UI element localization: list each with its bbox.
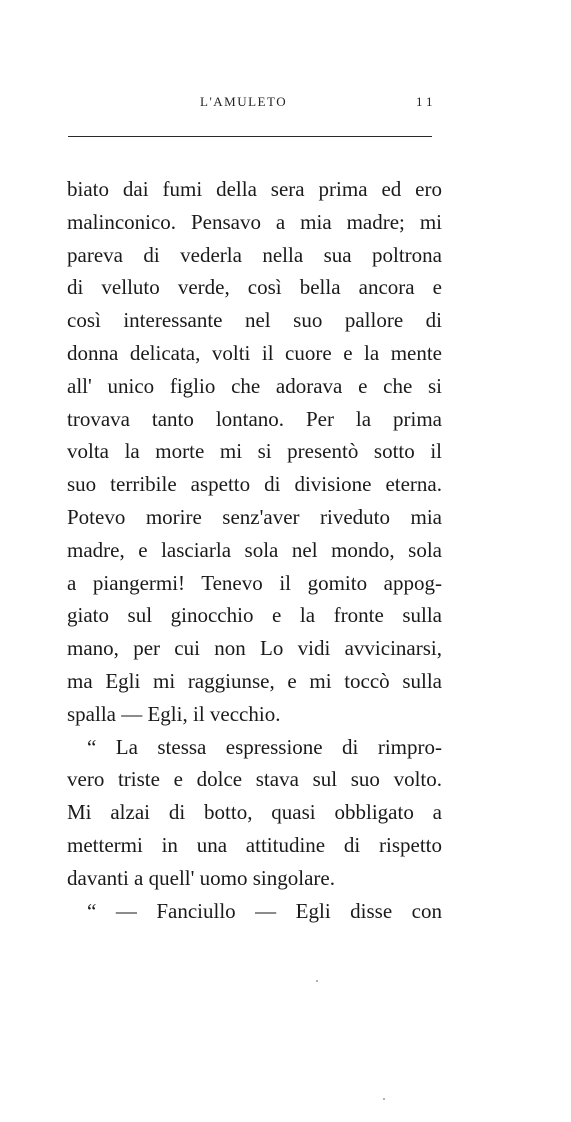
text-line: di velluto verde, così bella ancora e <box>67 275 442 300</box>
text-line: malinconico. Pensavo a mia madre; mi <box>67 209 442 234</box>
text-line: biato dai fumi della sera prima ed ero <box>67 177 442 201</box>
paper-speck <box>316 980 318 982</box>
text-line: ma Egli mi raggiunse, e mi toccò sulla <box>67 668 442 693</box>
page-number: 11 <box>416 94 437 109</box>
text-line: volta la morte mi si presentò sotto il <box>67 439 442 464</box>
text-line: giato sul ginocchio e la fronte sulla <box>67 603 442 628</box>
running-title: L'AMULETO <box>200 94 288 109</box>
text-line: mettermi in una attitudine di rispetto <box>67 832 442 857</box>
text-line: “ La stessa espressione di rimpro- <box>87 734 442 759</box>
text-line: Mi alzai di botto, quasi obbligato a <box>67 800 442 825</box>
text-line: trovava tanto lontano. Per la prima <box>67 406 442 431</box>
text-line: donna delicata, volti il cuore e la mente <box>67 340 442 365</box>
text-line: “ — Fanciullo — Egli disse con <box>87 898 442 923</box>
text-line: così interessante nel suo pallore di <box>67 308 442 333</box>
text-line: madre, e lasciarla sola nel mondo, sola <box>67 537 442 562</box>
text-line: vero triste e dolce stava sul suo volto. <box>67 767 442 792</box>
text-line: pareva di vederla nella sua poltrona <box>67 242 442 267</box>
text-line: all' unico figlio che adorava e che si <box>67 373 442 398</box>
text-line: mano, per cui non Lo vidi avvicinarsi, <box>67 636 442 661</box>
text-line: suo terribile aspetto di divisione eterna. <box>67 472 442 497</box>
text-line: spalla — Egli, il vecchio. <box>67 701 281 726</box>
text-line: a piangermi! Tenevo il gomito appog- <box>67 570 442 595</box>
paper-speck <box>383 1098 385 1100</box>
text-line: Potevo morire senz'aver riveduto mia <box>67 504 442 529</box>
text-line: davanti a quell' uomo singolare. <box>67 865 335 890</box>
body-text <box>67 173 442 927</box>
header-rule <box>68 136 432 137</box>
